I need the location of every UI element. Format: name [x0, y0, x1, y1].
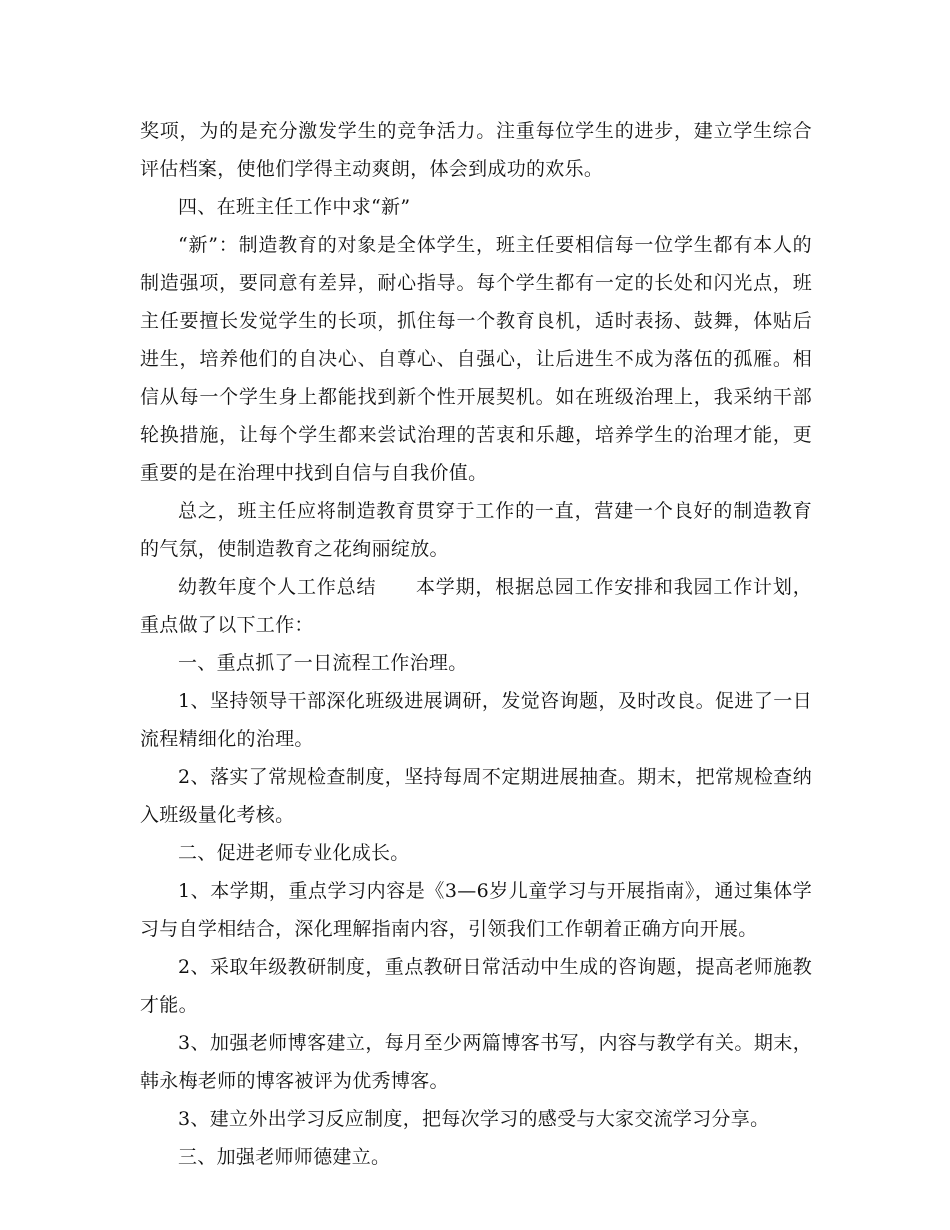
paragraph-summary: 总之，班主任应将制造教育贯穿于工作的一直，营建一个良好的制造教育的气氛，使制造教育之花绚丽绽放。 — [140, 500, 812, 560]
paragraph-kindergarten-summary-intro: 幼教年度个人工作总结 本学期，根据总园工作安排和我园工作计划，重点做了以下工作： — [140, 576, 812, 636]
section-heading-two: 二、促进老师专业化成长。 — [178, 842, 410, 864]
section-heading-one: 一、重点抓了一日流程工作治理。 — [178, 652, 468, 674]
document-body — [140, 112, 812, 1176]
list-item-two-2: 2、采取年级教研制度，重点教研日常活动中生成的咨询题，提高老师施教才能。 — [140, 956, 812, 1016]
list-item-two-3b: 3、建立外出学习反应制度，把每次学习的感受与大家交流学习分享。 — [178, 1108, 770, 1130]
list-item-two-3: 3、加强老师博客建立，每月至少两篇博客书写，内容与教学有关。期末，韩永梅老师的博客被评为优秀博客。 — [140, 1032, 812, 1092]
paragraph-new: “新”：制造教育的对象是全体学生，班主任要相信每一位学生都有本人的制造强项，要同意有差异，耐心指导。每个学生都有一定的长处和闪光点，班主任要擅长发觉学生的长项，抓住每一个教育良机，适时表扬、鼓舞，体贴后进生，培养他们的自决心、自尊心、自强心，让后进生不成为落伍的孤雁。相信从每一个学生身上都能找到新个性开展契机。如在班级治理上，我采纳干部轮换措施，让每个学生都来尝试治理的苦衷和乐趣，培养学生的治理才能，更重要的是在治理中找到自信与自我价值。 — [140, 234, 812, 484]
paragraph-award-continuation: 奖项，为的是充分激发学生的竞争活力。注重每位学生的进步，建立学生综合评估档案，使他们学得主动爽朗，体会到成功的欢乐。 — [140, 120, 812, 180]
list-item-one-1: 1、坚持领导干部深化班级进展调研，发觉咨询题，及时改良。促进了一日流程精细化的治理。 — [140, 690, 812, 750]
section-heading-three: 三、加强老师师德建立。 — [178, 1146, 391, 1168]
list-item-one-2: 2、落实了常规检查制度，坚持每周不定期进展抽查。期末，把常规检查纳入班级量化考核。 — [140, 766, 812, 826]
list-item-two-1: 1、本学期，重点学习内容是《3—6岁儿童学习与开展指南》，通过集体学习与自学相结合，深化理解指南内容，引领我们工作朝着正确方向开展。 — [140, 880, 812, 940]
section-heading-four: 四、在班主任工作中求“新” — [178, 196, 411, 218]
